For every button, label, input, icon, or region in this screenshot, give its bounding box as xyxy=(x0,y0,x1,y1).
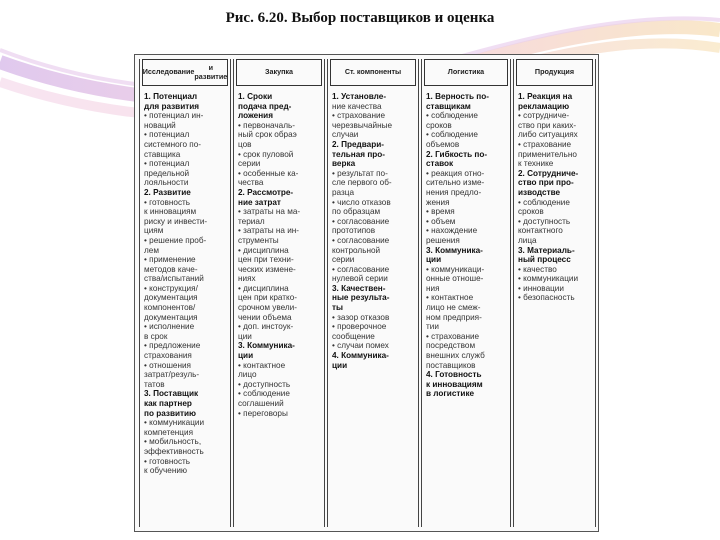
criterion-item: • первоначаль- xyxy=(238,120,295,130)
criterion-item: посредством xyxy=(426,341,476,351)
criterion-heading: 4. Коммуника- xyxy=(332,351,389,361)
criterion-item: в срок xyxy=(144,331,168,341)
criterion-item: риску и инвести- xyxy=(144,216,208,226)
column-body xyxy=(234,86,324,418)
criterion-item: • соблюдение xyxy=(426,130,478,140)
criterion-heading: рекламацию xyxy=(518,101,570,111)
criterion-heading: 3. Коммуника- xyxy=(426,245,483,255)
criterion-item: ство при каких- xyxy=(518,120,577,130)
criterion-item: онные отноше- xyxy=(426,274,484,284)
column-header-text: Исследование xyxy=(142,67,195,77)
criterion-item: • отношения xyxy=(144,360,191,370)
criterion-item: • готовность xyxy=(144,456,191,466)
criterion-item: • согласование xyxy=(332,235,390,245)
criterion-heading: в логистике xyxy=(426,389,475,399)
criterion-item: ции xyxy=(238,331,252,341)
criterion-heading: 2. Развитие xyxy=(144,187,191,197)
criterion-item: • мобильность, xyxy=(144,437,202,447)
criterion-item: нения предло- xyxy=(426,187,482,197)
criterion-item: • потенциал ин- xyxy=(144,111,204,121)
column-header-research-development xyxy=(142,59,228,86)
criterion-item: контрольной xyxy=(332,245,381,255)
criterion-item: решения xyxy=(426,235,460,245)
criterion-item: лем xyxy=(144,245,159,255)
criterion-item: • реакция отно- xyxy=(426,168,485,178)
criterion-item: ный срок обраэ xyxy=(238,130,297,140)
criterion-item: лица xyxy=(518,235,537,245)
criterion-item: ниях xyxy=(238,274,256,284)
criterion-item: • особенные ка- xyxy=(238,168,299,178)
criterion-item: • страхование xyxy=(426,331,480,341)
criterion-item: • дисциплина xyxy=(238,283,289,293)
column-body xyxy=(514,86,595,303)
criterion-heading: ные результа- xyxy=(332,293,390,303)
criterion-item: • доп. инстоук- xyxy=(238,322,294,332)
criterion-item: • решение проб- xyxy=(144,235,207,245)
criterion-item: компонентов/ xyxy=(144,303,196,313)
criterion-item: • коммуникации xyxy=(518,274,579,284)
criterion-item: • предложение xyxy=(144,341,201,351)
slide-title: Рис. 6.20. Выбор поставщиков и оценка xyxy=(225,10,495,26)
column-body xyxy=(422,86,510,399)
column-header-production xyxy=(516,59,593,86)
criterion-item: • сотрудниче- xyxy=(518,111,570,121)
criterion-item: нулевой серии xyxy=(332,274,388,284)
criterion-item: • переговоры xyxy=(238,408,288,418)
criterion-heading: по развитию xyxy=(144,408,197,418)
criterion-heading: ции xyxy=(426,255,442,265)
criterion-item: к технике xyxy=(518,159,554,169)
criterion-item: • согласование xyxy=(332,216,390,226)
criterion-item: сле первого об- xyxy=(332,178,392,188)
criterion-item: объемов xyxy=(426,139,460,149)
criterion-item: • контактное xyxy=(238,360,286,370)
criterion-item: струменты xyxy=(238,235,279,245)
criterion-item: • объем xyxy=(426,216,456,226)
criterion-item: либо ситуациях xyxy=(518,130,578,140)
criterion-heading: ный процесс xyxy=(518,255,571,265)
criterion-item: • нахождение xyxy=(426,226,478,236)
criterion-heading: 2. Предвари- xyxy=(332,139,384,149)
criterion-item: сроков xyxy=(426,120,452,130)
criterion-heading: 3. Качествен- xyxy=(332,283,386,293)
criterion-heading: для развития xyxy=(144,101,200,111)
criterion-item: териал xyxy=(238,216,265,226)
column-production xyxy=(513,59,596,527)
criterion-item: сообщение xyxy=(332,331,375,341)
column-body xyxy=(140,86,230,476)
column-logistics xyxy=(421,59,511,527)
criterion-item: документация xyxy=(144,312,198,322)
column-header-standard-components xyxy=(330,59,416,86)
criterion-item: сительно изме- xyxy=(426,178,485,188)
criterion-item: применительно xyxy=(518,149,577,159)
criterion-item: • коммуникации xyxy=(144,418,205,428)
criterion-item: • случаи помех xyxy=(332,341,389,351)
criterion-item: • затраты на ма- xyxy=(238,207,301,217)
criterion-item: чества xyxy=(238,178,264,188)
column-research-development xyxy=(139,59,231,527)
criterion-item: жения xyxy=(426,197,450,207)
supplier-evaluation-table xyxy=(134,54,599,532)
criterion-item: прототипов xyxy=(332,226,376,236)
column-header-logistics xyxy=(424,59,508,86)
criterion-item: ческих измене- xyxy=(238,264,296,274)
column-body xyxy=(328,86,418,370)
criterion-item: серии xyxy=(238,159,261,169)
criterion-item: случаи xyxy=(332,130,359,140)
criterion-heading: как партнер xyxy=(144,399,192,408)
column-header-text: Логистика xyxy=(447,67,485,77)
criterion-heading: ложения xyxy=(238,111,273,121)
criterion-item: • дисциплина xyxy=(238,245,289,255)
criterion-heading: ты xyxy=(332,303,344,313)
criterion-heading: 3. Поставщик xyxy=(144,389,199,399)
criterion-item: • результат по- xyxy=(332,168,388,178)
criterion-heading: 1. Верность по- xyxy=(426,92,489,101)
criterion-item: • страхование xyxy=(332,111,386,121)
criterion-item: системного по- xyxy=(144,139,202,149)
criterion-item: • соблюдение xyxy=(426,111,478,121)
criterion-item: ном предприя- xyxy=(426,312,482,322)
criterion-item: • качество xyxy=(518,264,557,274)
criterion-item: страхования xyxy=(144,351,192,361)
criterion-item: разца xyxy=(332,187,355,197)
criterion-heading: ставщикам xyxy=(426,101,471,111)
column-header-text: и развитие xyxy=(194,63,228,81)
criterion-item: • страхование xyxy=(518,139,572,149)
column-header-purchasing xyxy=(236,59,322,86)
criterion-item: затрат/резуль- xyxy=(144,370,200,380)
criterion-item: соглашений xyxy=(238,399,284,408)
criterion-heading: 2. Гибкость по- xyxy=(426,149,488,159)
criterion-heading: 1. Установле- xyxy=(332,92,387,101)
criterion-item: • готовность xyxy=(144,197,191,207)
criterion-item: • соблюдение xyxy=(518,197,570,207)
criterion-item: эффективность xyxy=(144,446,204,456)
criterion-item: • проверочное xyxy=(332,322,387,332)
criterion-item: ства/испытаний xyxy=(144,274,204,284)
criterion-item: тии xyxy=(426,322,439,332)
criterion-item: внешних служб xyxy=(426,351,485,361)
criterion-item: документация xyxy=(144,293,198,303)
criterion-item: • доступность xyxy=(518,216,571,226)
criterion-heading: 3. Коммуника- xyxy=(238,341,295,351)
criterion-item: по образцам xyxy=(332,207,381,217)
criterion-heading: 1. Реакция на xyxy=(518,92,573,101)
criterion-heading: ство при про- xyxy=(518,178,574,188)
criterion-heading: ции xyxy=(238,351,254,361)
criterion-item: • потенциал xyxy=(144,130,190,140)
criterion-heading: 4. Готовность xyxy=(426,370,482,380)
criterion-item: татов xyxy=(144,379,165,389)
criterion-heading: 2. Сотрудниче- xyxy=(518,168,579,178)
column-standard-components xyxy=(327,59,419,527)
criterion-item: контактного xyxy=(518,226,563,236)
criterion-item: поставщиков xyxy=(426,360,476,370)
criterion-item: • соблюдение xyxy=(238,389,290,399)
column-header-text: Закупка xyxy=(264,67,294,77)
criterion-item: • доступность xyxy=(238,379,291,389)
column-header-text: Продукция xyxy=(534,67,575,77)
criterion-item: цен при кратко- xyxy=(238,293,297,303)
criterion-item: • инновации xyxy=(518,283,564,293)
criterion-item: чении объема xyxy=(238,312,292,322)
criterion-item: компетенция xyxy=(144,427,194,437)
criterion-heading: 3. Материаль- xyxy=(518,245,575,255)
column-header-text: Ст. компоненты xyxy=(344,67,402,77)
criterion-item: • число отказов xyxy=(332,197,391,207)
criterion-item: циям xyxy=(144,226,164,236)
criterion-item: сроков xyxy=(518,207,544,217)
criterion-item: • потенциал xyxy=(144,159,190,169)
criterion-item: • время xyxy=(426,207,455,217)
criterion-item: к обучению xyxy=(144,466,188,476)
criterion-heading: ние затрат xyxy=(238,197,281,207)
criterion-item: • зазор отказов xyxy=(332,312,390,322)
criterion-item: • применение xyxy=(144,255,196,265)
criterion-heading: ции xyxy=(332,360,348,370)
criterion-heading: верка xyxy=(332,159,356,169)
criterion-heading: 2. Рассмотре- xyxy=(238,187,294,197)
criterion-item: • безопасность xyxy=(518,293,575,303)
criterion-heading: к инновациям xyxy=(426,379,483,389)
criterion-item: лояльности xyxy=(144,178,189,188)
criterion-item: лицо не смеж- xyxy=(426,303,481,313)
criterion-item: новаций xyxy=(144,120,176,130)
criterion-item: • коммуникаци- xyxy=(426,264,485,274)
criterion-item: • затраты на ин- xyxy=(238,226,300,236)
criterion-item: ставщика xyxy=(144,149,181,159)
criterion-item: предельной xyxy=(144,168,190,178)
criterion-heading: 1. Потенциал xyxy=(144,92,198,101)
criterion-heading: ставок xyxy=(426,159,454,169)
column-purchasing xyxy=(233,59,325,527)
criterion-item: срочном увели- xyxy=(238,303,297,313)
criterion-heading: тельная про- xyxy=(332,149,386,159)
criterion-item: лицо xyxy=(238,370,257,380)
criterion-item: • исполнение xyxy=(144,322,195,332)
criterion-item: • срок пуловой xyxy=(238,149,294,159)
criterion-item: ние качества xyxy=(332,101,382,111)
criterion-item: • контактное xyxy=(426,293,474,303)
criterion-heading: подача пред- xyxy=(238,101,292,111)
criterion-item: ния xyxy=(426,283,440,293)
criterion-item: • конструкция/ xyxy=(144,283,198,293)
criterion-item: цен при техни- xyxy=(238,255,294,265)
criterion-item: серии xyxy=(332,255,355,265)
criterion-item: • согласование xyxy=(332,264,390,274)
criterion-item: методов каче- xyxy=(144,264,198,274)
criterion-item: черезвычайные xyxy=(332,120,393,130)
criterion-item: к инновациям xyxy=(144,207,197,217)
criterion-heading: 1. Сроки xyxy=(238,92,273,101)
criterion-heading: изводстве xyxy=(518,187,561,197)
criterion-item: цов xyxy=(238,139,252,149)
